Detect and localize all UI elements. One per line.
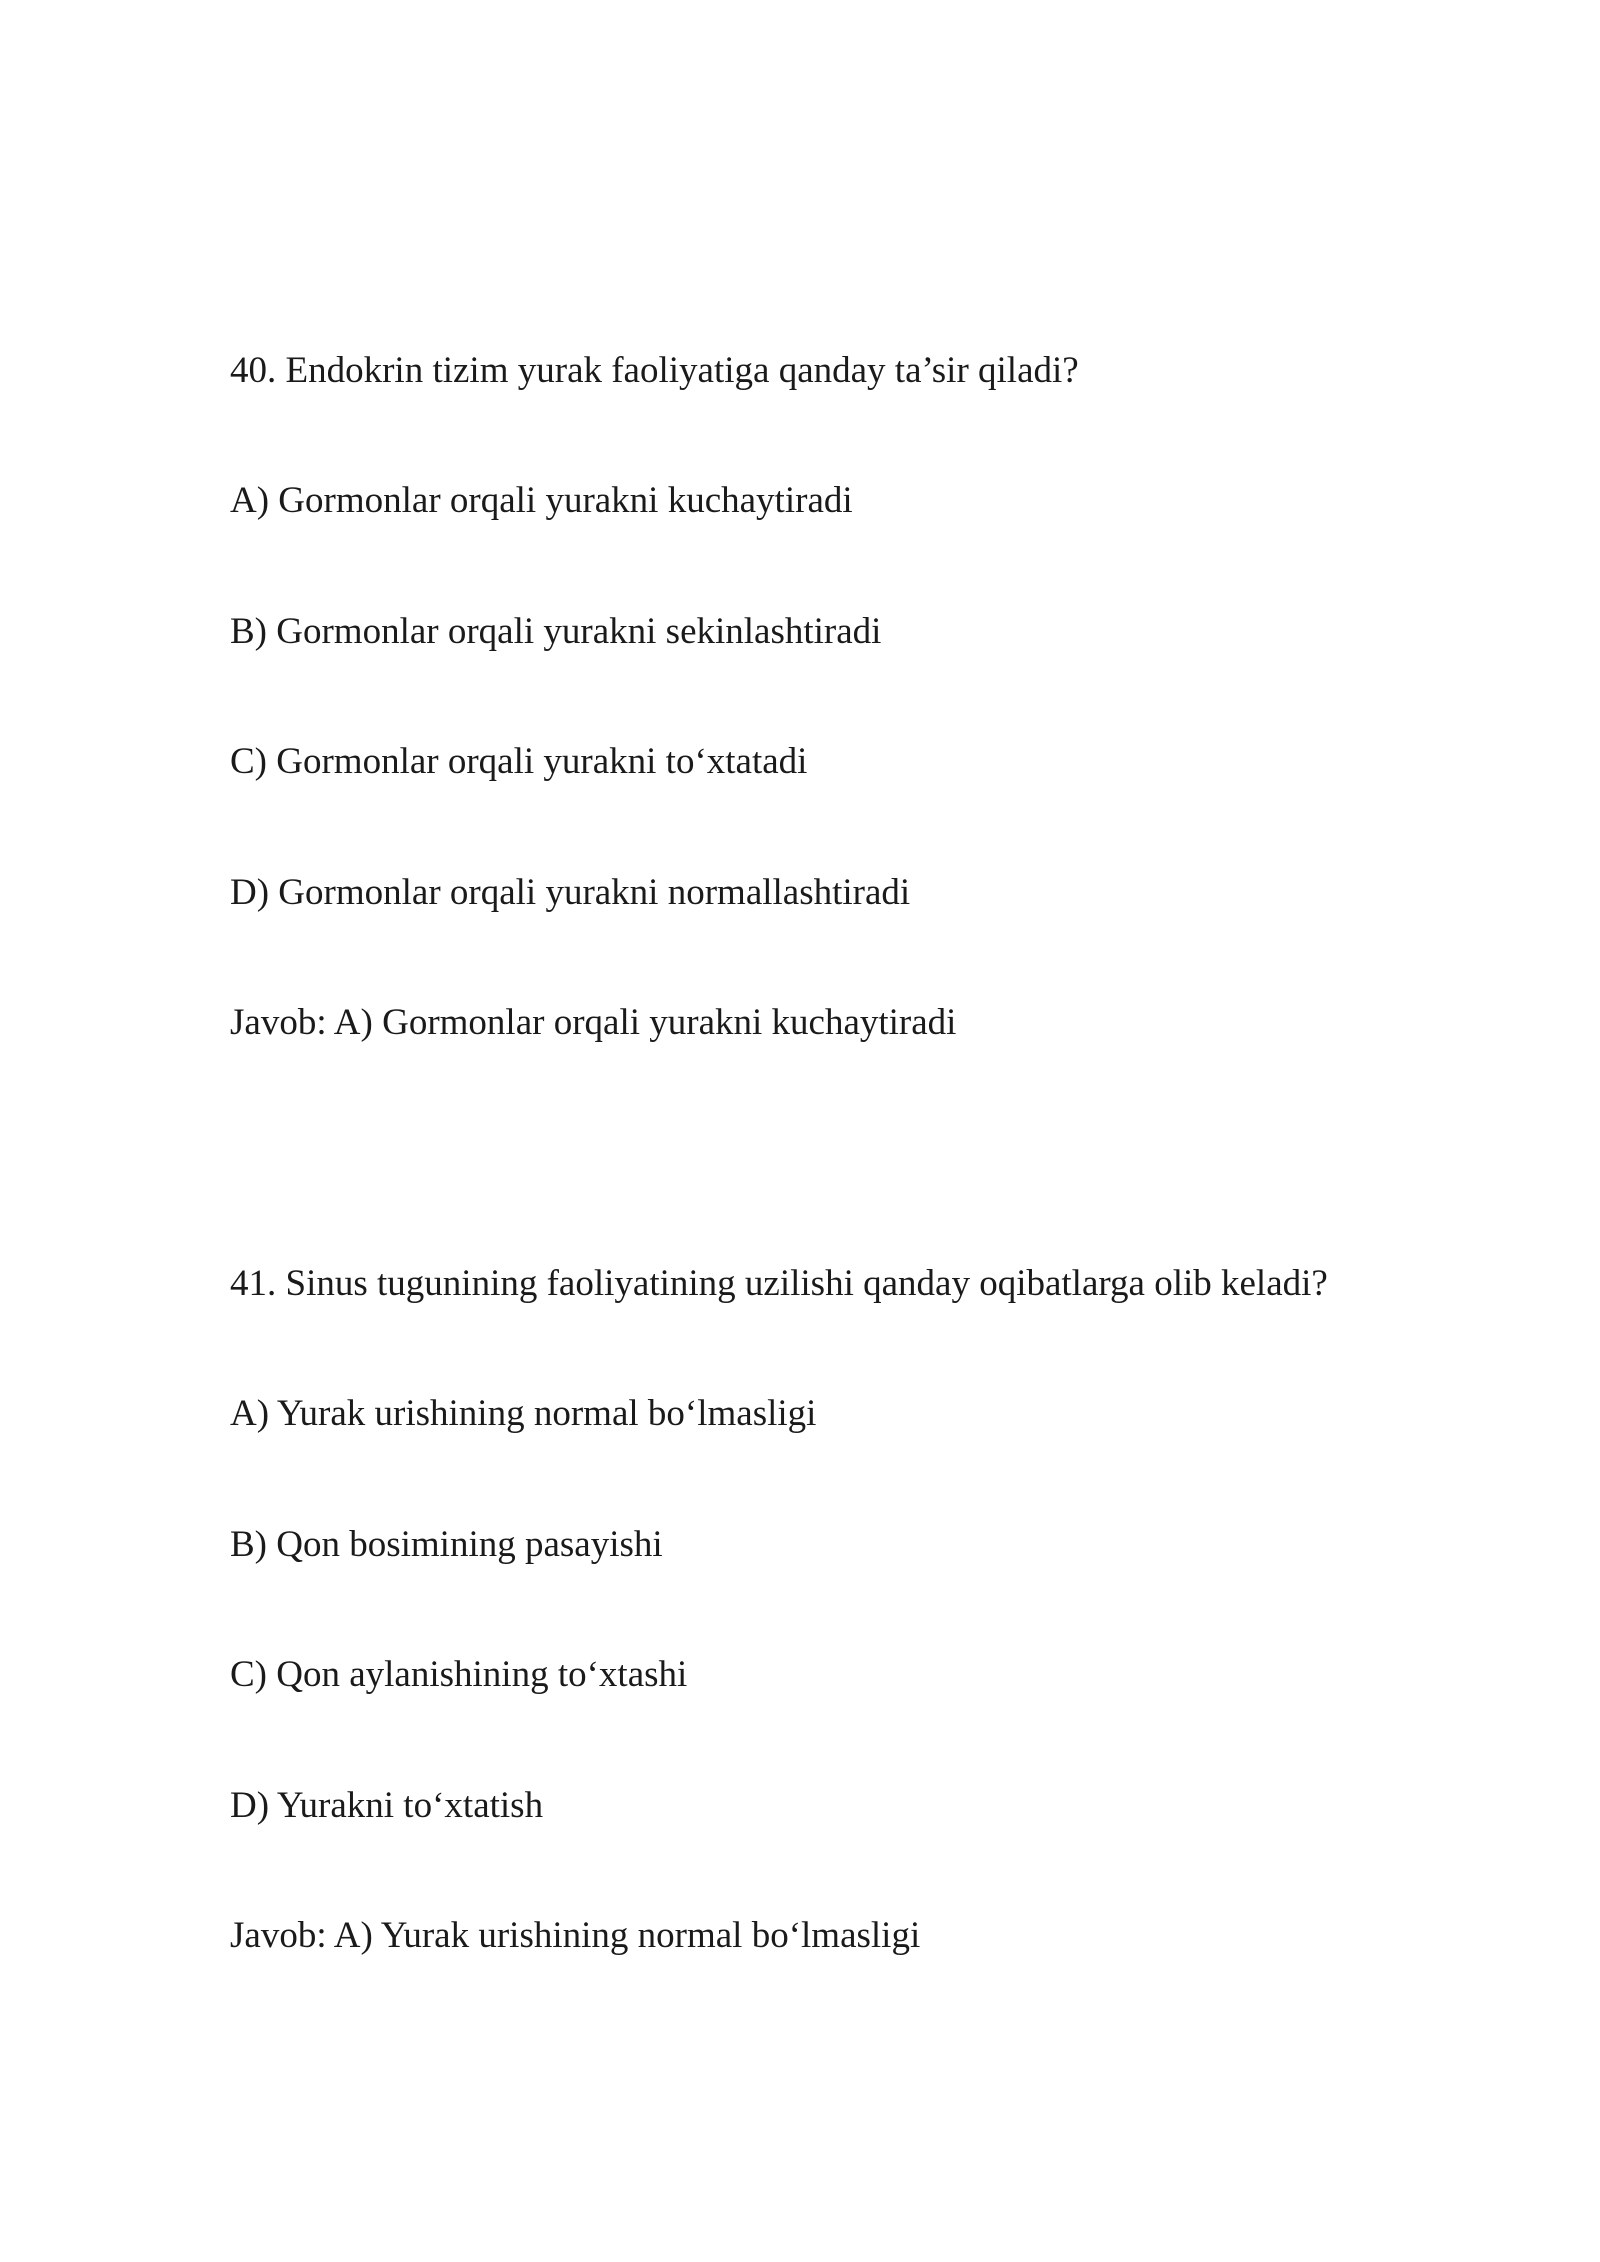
answer-option-a: A) Yurak urishining normal bo‘lmasligi	[230, 1393, 817, 1434]
answer-option-c: C) Qon aylanishining to‘xtashi	[230, 1654, 688, 1695]
answer-option-b: B) Qon bosimining pasayishi	[230, 1524, 663, 1565]
question-text: 41. Sinus tugunining faoliyatining uzilishi qanday oqibatlarga olib keladi?	[230, 1263, 1328, 1304]
answer-option-d: D) Yurakni to‘xtatish	[230, 1785, 544, 1826]
question-text: 40. Endokrin tizim yurak faoliyatiga qanday ta’sir qiladi?	[230, 350, 1079, 391]
answer-option-a: A) Gormonlar orqali yurakni kuchaytiradi	[230, 480, 853, 521]
correct-answer: Javob: A) Gormonlar orqali yurakni kuchaytiradi	[230, 1002, 957, 1043]
correct-answer: Javob: A) Yurak urishining normal bo‘lmasligi	[230, 1915, 921, 1956]
answer-option-c: C) Gormonlar orqali yurakni to‘xtatadi	[230, 741, 808, 782]
answer-option-d: D) Gormonlar orqali yurakni normallashtiradi	[230, 872, 911, 913]
answer-option-b: B) Gormonlar orqali yurakni sekinlashtiradi	[230, 611, 882, 652]
